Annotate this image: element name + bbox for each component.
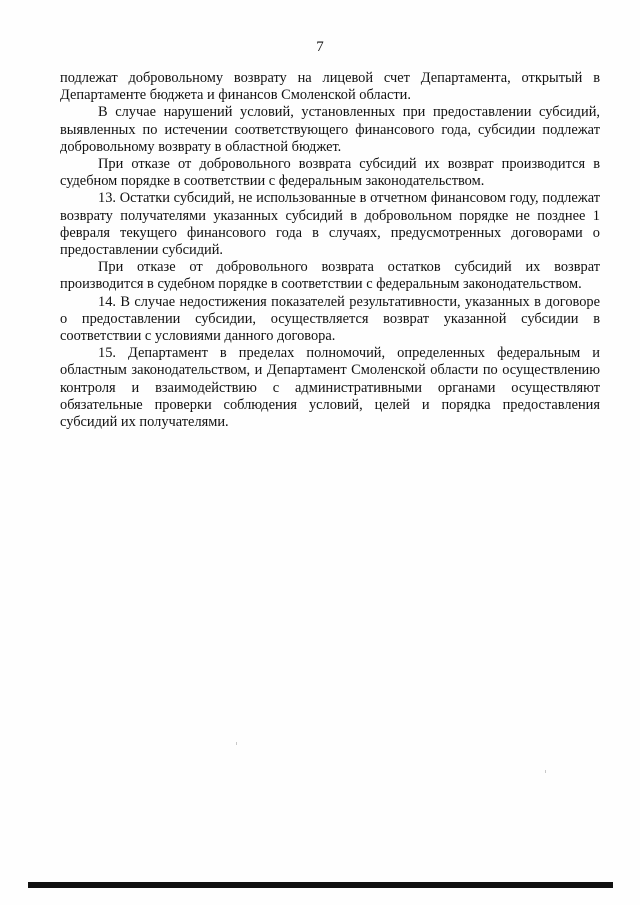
paragraph-clause-13: 13. Остатки субсидий, не использованные в отчетном финансовом году, подлежат возврату получателями указанных субсидий в добровольном порядке не позднее 1 февраля текущего финансового года в случаях, предусмотренных договорами о предоставлении субсидий.	[60, 190, 600, 259]
paragraph-refusal-return: При отказе от добровольного возврата субсидий их возврат производится в судебном порядке в соответствии с федеральным законодательством.	[60, 156, 600, 190]
paragraph-refusal-remainders: При отказе от добровольного возврата остатков субсидий их возврат производится в судебном порядке в соответствии с федеральным законодательством.	[60, 259, 600, 293]
page-number: 7	[316, 39, 324, 55]
bottom-rule	[28, 882, 613, 888]
paragraph-clause-15: 15. Департамент в пределах полномочий, определенных федеральным и областным законодательством, и Департамент Смоленской области по осуществлению контроля и взаимодействию с административными органами осуществляют обязательные проверки соблюдения условий, целей и порядка предоставления субсидий их получателями.	[60, 345, 600, 431]
paragraph-violation-return: В случае нарушений условий, установленных при предоставлении субсидий, выявленных по истечении соответствующего финансового года, субсидии подлежат добровольному возврату в областной бюджет.	[60, 104, 600, 155]
paragraph-clause-14: 14. В случае недостижения показателей результативности, указанных в договоре о предоставлении субсидии, осуществляется возврат указанной субсидии в соответствии с условиями данного договора.	[60, 293, 600, 345]
scan-speck	[545, 770, 546, 773]
document-body	[60, 70, 600, 431]
paragraph-continuation: подлежат добровольному возврату на лицевой счет Департамента, открытый в Департаменте бюджета и финансов Смоленской области.	[60, 70, 600, 104]
scan-speck	[236, 742, 237, 745]
